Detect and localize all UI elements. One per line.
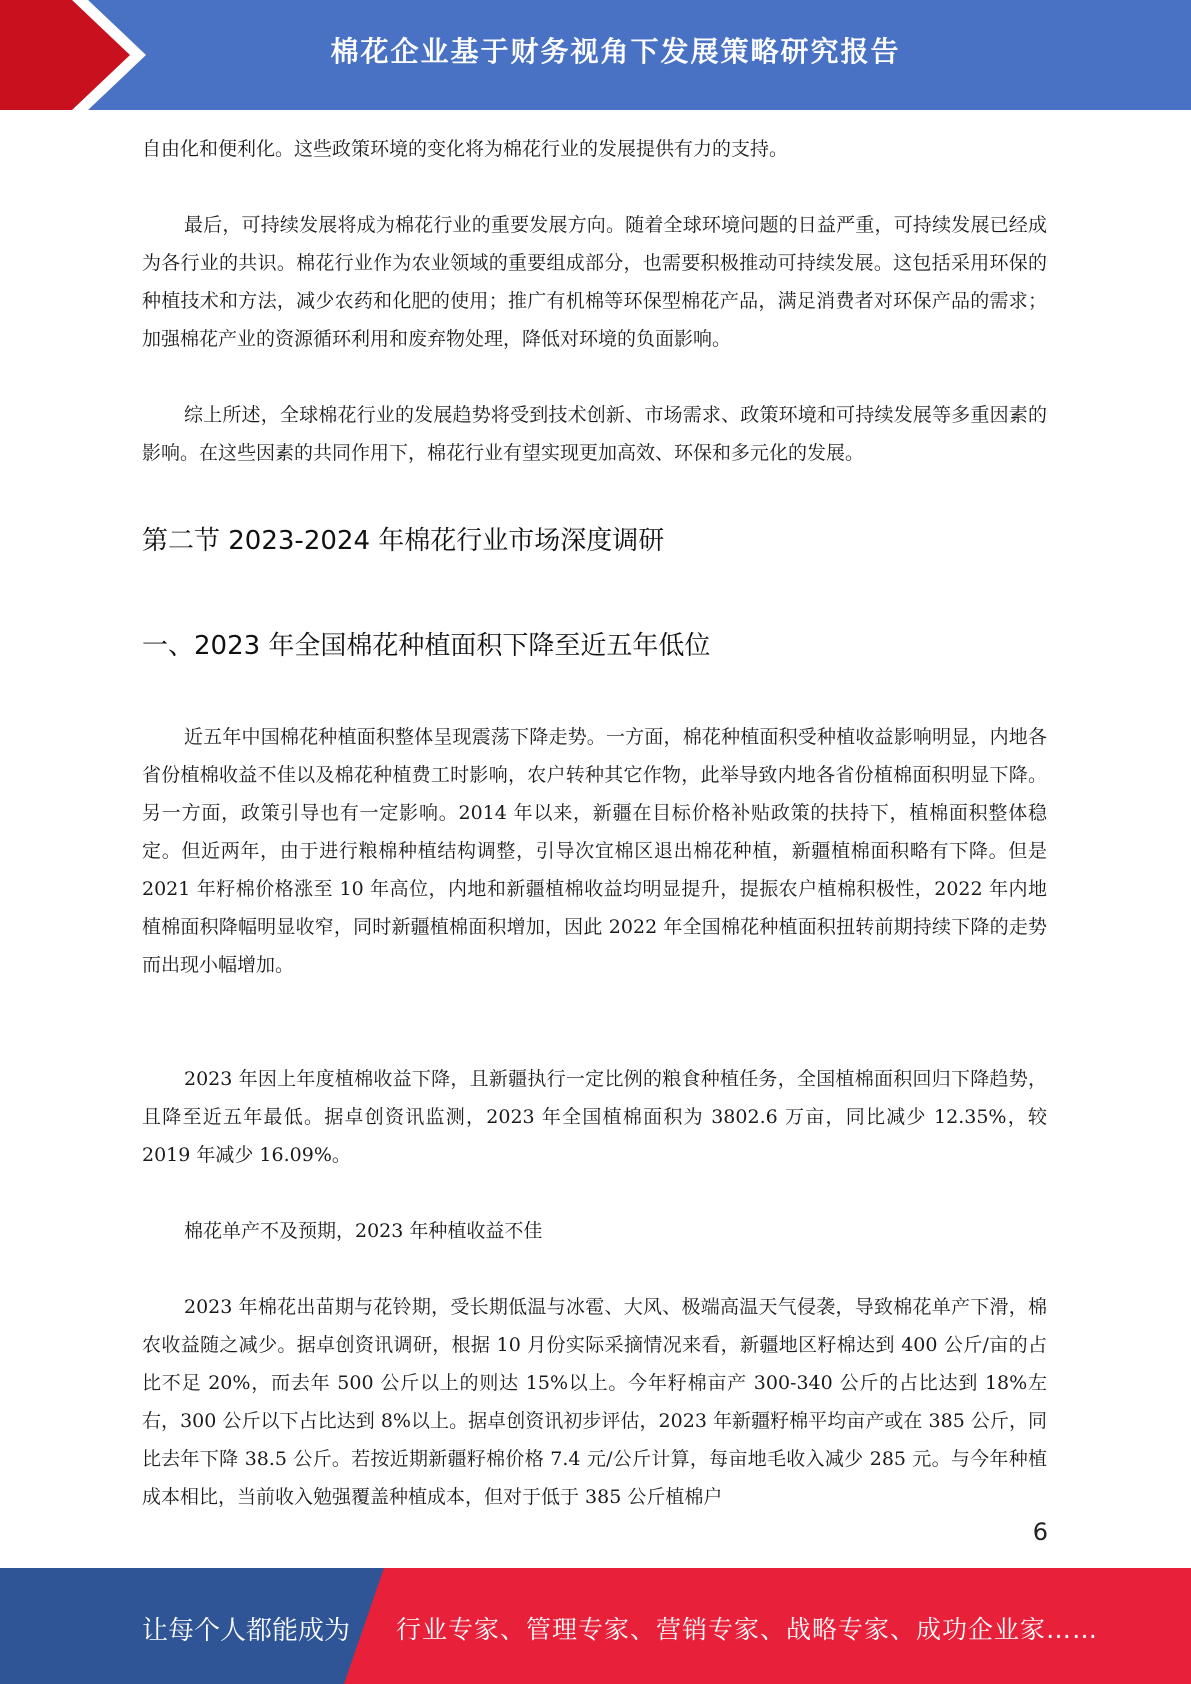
paragraph-sustainability: 最后，可持续发展将成为棉花行业的重要发展方向。随着全球环境问题的日益严重，可持续发展已经成为各行业的共识。棉花行业作为农业领域的重要组成部分，也需要积极推动可持续发展。这包括采用环保的种植技术和方法，减少农药和化肥的使用；推广有机棉等环保型棉花产品，满足消费者对环保产品的需求；加强棉花产业的资源循环利用和废弃物处理，降低对环境的负面影响。 xyxy=(142,214,1047,350)
page-header xyxy=(0,0,1191,110)
footer-slogan-left: 让每个人都能成为 xyxy=(142,1616,351,1646)
paragraph-yield-title: 棉花单产不及预期，2023 年种植收益不佳 xyxy=(184,1220,543,1242)
section-body xyxy=(142,718,1047,1516)
section-heading: 第二节 2023-2024 年棉花行业市场深度调研 xyxy=(142,526,665,556)
page-body xyxy=(142,130,1047,472)
page-footer xyxy=(0,1568,1191,1684)
page-number: 6 xyxy=(1032,1518,1048,1546)
subsection-heading: 一、2023 年全国棉花种植面积下降至近五年低位 xyxy=(142,631,711,661)
report-title: 棉花企业基于财务视角下发展策略研究报告 xyxy=(330,35,901,68)
paragraph-yield-detail: 2023 年棉花出苗期与花铃期，受长期低温与冰雹、大风、极端高温天气侵袭，导致棉花单产下滑，棉农收益随之减少。据卓创资讯调研，根据 10 月份实际采摘情况来看，新疆地区籽棉达到 400 公斤/亩的占比不足 20%，而去年 500 公斤以上的则达 15%以上。今年籽棉亩产 300-340 公斤的占比达到 18%左右，300 公斤以下占比达到 8%以上。据卓创资讯初步评估，2023 年新疆籽棉平均亩产或在 385 公斤，同比去年下降 38.5 公斤。若按近期新疆籽棉价格 7.4 元/公斤计算，每亩地毛收入减少 285 元。与今年种植成本相比，当前收入勉强覆盖种植成本，但对于低于 385 公斤植棉户 xyxy=(142,1296,1047,1508)
paragraph-2023-area: 2023 年因上年度植棉收益下降，且新疆执行一定比例的粮食种植任务，全国植棉面积回归下降趋势，且降至近五年最低。据卓创资讯监测，2023 年全国植棉面积为 3802.6 万亩，同比减少 12.35%，较 2019 年减少 16.09%。 xyxy=(142,1068,1047,1166)
paragraph-planting-trend: 近五年中国棉花种植面积整体呈现震荡下降走势。一方面，棉花种植面积受种植收益影响明显，内地各省份植棉收益不佳以及棉花种植费工时影响，农户转种其它作物，此举导致内地各省份植棉面积明显下降。另一方面，政策引导也有一定影响。2014 年以来，新疆在目标价格补贴政策的扶持下，植棉面积整体稳定。但近两年，由于进行粮棉种植结构调整，引导次宜棉区退出棉花种植，新疆植棉面积略有下降。但是 2021 年籽棉价格涨至 10 年高位，内地和新疆植棉收益均明显提升，提振农户植棉积极性，2022 年内地植棉面积降幅明显收窄，同时新疆植棉面积增加，因此 2022 年全国棉花种植面积扭转前期持续下降的走势而出现小幅增加。 xyxy=(142,726,1047,976)
paragraph-policy-end: 自由化和便利化。这些政策环境的变化将为棉花行业的发展提供有力的支持。 xyxy=(142,138,789,160)
footer-slogan-right: 行业专家、管理专家、营销专家、战略专家、成功企业家…… xyxy=(396,1615,1099,1644)
paragraph-summary: 综上所述，全球棉花行业的发展趋势将受到技术创新、市场需求、政策环境和可持续发展等多重因素的影响。在这些因素的共同作用下，棉花行业有望实现更加高效、环保和多元化的发展。 xyxy=(142,404,1047,464)
